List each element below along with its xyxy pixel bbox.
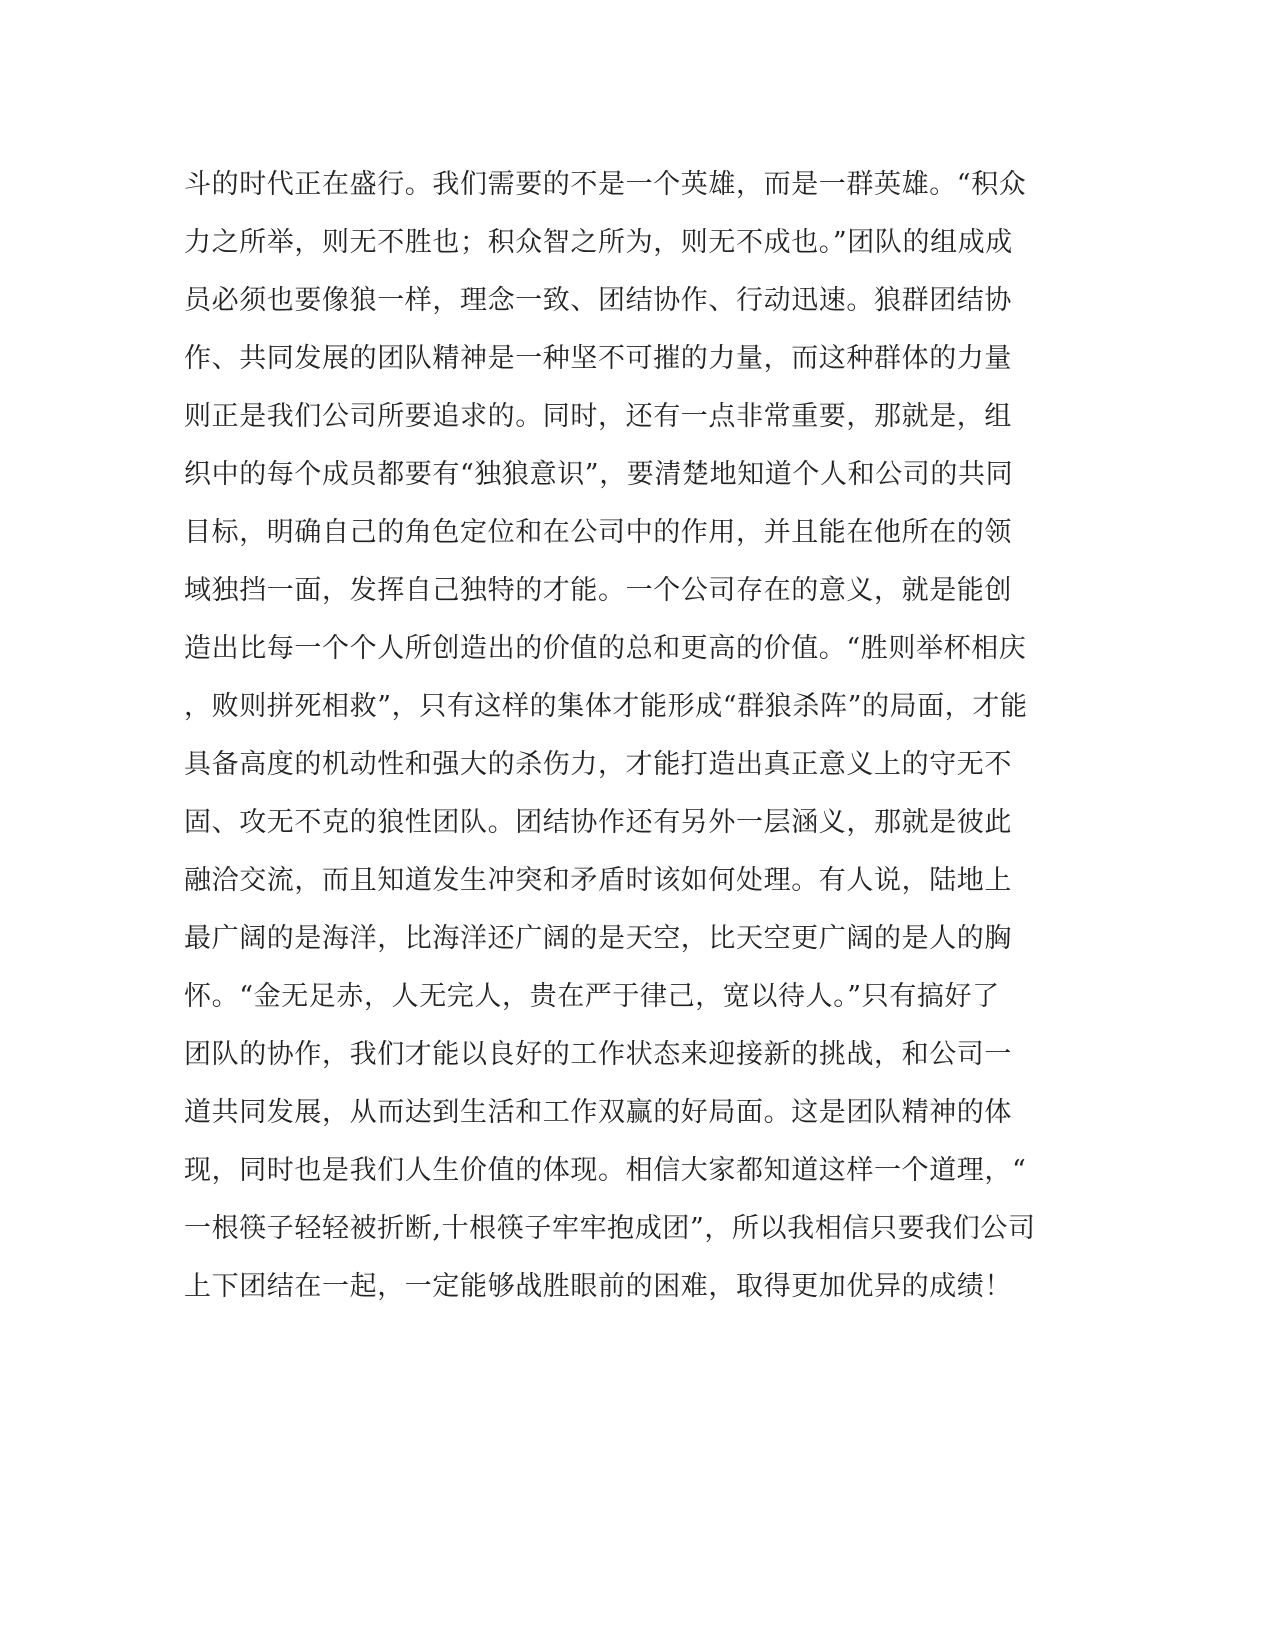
body-text (184, 156, 1064, 1316)
text-line: 团队的协作，我们才能以良好的工作状态来迎接新的挑战，和公司一 (184, 1039, 1012, 1070)
text-line: 作、共同发展的团队精神是一种坚不可摧的力量，而这种群体的力量 (184, 343, 1012, 374)
text-line: 怀。“金无足赤，人无完人，贵在严于律己，宽以待人。”只有搞好了 (184, 981, 1000, 1012)
text-line: 力之所举，则无不胜也；积众智之所为，则无不成也。”团队的组成成 (184, 227, 1013, 258)
text-line: 目标，明确自己的角色定位和在公司中的作用，并且能在他所在的领 (184, 517, 1012, 548)
text-line: 融洽交流，而且知道发生冲突和矛盾时该如何处理。有人说，陆地上 (184, 865, 1012, 896)
text-line: 上下团结在一起，一定能够战胜眼前的困难，取得更加优异的成绩！ (184, 1271, 1012, 1302)
text-line: 固、攻无不克的狼性团队。团结协作还有另外一层涵义，那就是彼此 (184, 807, 1012, 838)
text-line: 道共同发展，从而达到生活和工作双赢的好局面。这是团队精神的体 (184, 1097, 1012, 1128)
text-line: 域独挡一面，发挥自己独特的才能。一个公司存在的意义，就是能创 (184, 575, 1012, 606)
text-line: 织中的每个成员都要有“独狼意识”，要清楚地知道个人和公司的共同 (184, 459, 1014, 490)
text-line: 现，同时也是我们人生价值的体现。相信大家都知道这样一个道理，“ (184, 1155, 1027, 1186)
text-line: 一根筷子轻轻被折断,十根筷子牢牢抱成团”，所以我相信只要我们公司 (184, 1213, 1036, 1244)
text-line: 斗的时代正在盛行。我们需要的不是一个英雄，而是一群英雄。“积众 (184, 169, 1027, 200)
text-line: 造出比每一个个人所创造出的价值的总和更高的价值。“胜则举杯相庆 (184, 633, 1027, 664)
text-line: ，败则拼死相救”，只有这样的集体才能形成“群狼杀阵”的局面，才能 (184, 691, 1028, 722)
text-line: 最广阔的是海洋，比海洋还广阔的是天空，比天空更广阔的是人的胸 (184, 923, 1012, 954)
text-line: 具备高度的机动性和强大的杀伤力，才能打造出真正意义上的守无不 (184, 749, 1012, 780)
text-line: 则正是我们公司所要追求的。同时，还有一点非常重要，那就是，组 (184, 401, 1012, 432)
text-line: 员必须也要像狼一样，理念一致、团结协作、行动迅速。狼群团结协 (184, 285, 1012, 316)
